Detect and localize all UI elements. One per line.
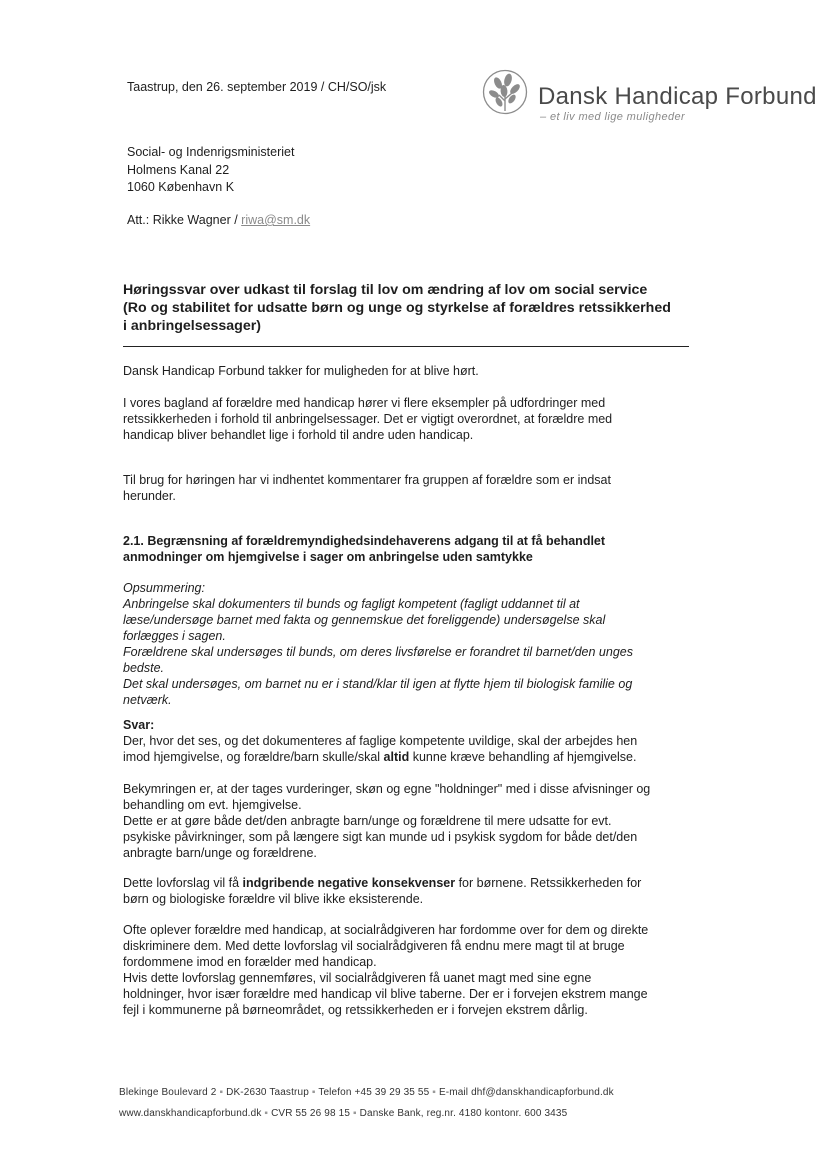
- paragraph-line: fejl i kommunerne på børneområdet, og retssikkerheden er i forvejen ekstrem dårlig.: [123, 1003, 588, 1017]
- paragraph-line: handicap bliver behandlet lige i forhold til andre uden handicap.: [123, 428, 474, 442]
- paragraph-line: Hvis dette lovforslag gennemføres, vil socialrådgiveren få uanet magt med sine egne: [123, 971, 592, 985]
- footer-bank: Danske Bank, reg.nr. 4180 kontonr. 600 3435: [359, 1108, 568, 1119]
- paragraph-line: fordommene imod en forælder med handicap.: [123, 955, 377, 969]
- recipient-email-link[interactable]: riwa@sm.dk: [241, 213, 311, 227]
- recipient-line: 1060 København K: [127, 180, 235, 194]
- paragraph-line: Dansk Handicap Forbund takker for muligheden for at blive hørt.: [123, 364, 479, 378]
- paragraph-line: behandling om evt. hjemgivelse.: [123, 798, 302, 812]
- document-title: [123, 281, 723, 335]
- summary-line: bedste.: [123, 661, 165, 675]
- letter-footer: [119, 1082, 719, 1124]
- paragraph-line: [123, 749, 698, 765]
- paragraph-line: psykiske påvirkninger, som på længere sigt kan munde ud i psykisk sygdom for både det/den: [123, 830, 638, 844]
- footer-email[interactable]: E-mail dhf@danskhandicapforbund.dk: [438, 1087, 614, 1098]
- summary-line: netværk.: [123, 693, 172, 707]
- background-paragraph: [123, 395, 698, 443]
- text-span: kunne kræve behandling af hjemgivelse.: [412, 750, 637, 764]
- title-divider: [123, 346, 689, 347]
- paragraph-line: retssikkerheden i forhold til anbringelsessager. Det er vigtigt overordnet, at forældre med: [123, 412, 613, 426]
- logo-emblem-icon: [482, 69, 528, 115]
- logo-tagline: – et liv med lige muligheder: [540, 111, 686, 123]
- summary-line: forlægges i sagen.: [123, 629, 226, 643]
- summary-label: Opsummering:: [123, 581, 205, 595]
- attention-label: Att.: Rikke Wagner /: [127, 213, 238, 227]
- title-line: Høringssvar over udkast til forslag til lov om ændring af lov om social service: [123, 282, 648, 298]
- text-span: imod hjemgivelse, og forældre/barn skulle/skal: [123, 750, 381, 764]
- attention-line: [127, 213, 310, 227]
- summary-line: læse/undersøge barnet med fakta og gennemskue det foreliggende) undersøgelse skal: [123, 613, 606, 627]
- footer-city: DK-2630 Taastrup: [226, 1087, 309, 1098]
- footer-line: [119, 1082, 719, 1103]
- footer-separator: ▪: [219, 1087, 224, 1098]
- footer-separator: ▪: [352, 1108, 357, 1119]
- section-heading: [123, 533, 698, 565]
- footer-separator: ▪: [264, 1108, 269, 1119]
- paragraph-line: diskriminere dem. Med dette lovforslag vil socialrådgiveren få endnu mere magt til at bruge: [123, 939, 625, 953]
- title-line: i anbringelsessager): [123, 318, 261, 334]
- paragraph-line: I vores bagland af forældre med handicap hører vi flere eksempler på udfordringer med: [123, 396, 606, 410]
- title-line: (Ro og stabilitet for udsatte børn og unge og styrkelse af forældres retssikkerhed: [123, 300, 671, 316]
- emphasis-text: indgribende negative konsekvenser: [242, 876, 456, 890]
- paragraph-line: herunder.: [123, 489, 176, 503]
- summary-line: Det skal undersøges, om barnet nu er i stand/klar til igen at flytte hjem til biologisk familie og: [123, 677, 633, 691]
- footer-website[interactable]: www.danskhandicapforbund.dk: [119, 1108, 262, 1119]
- paragraph-line: [123, 875, 698, 891]
- summary-line: Anbringelse skal dokumenters til bunds og fagligt kompetent (fagligt uddannet til at: [123, 597, 580, 611]
- logo-wordmark: Dansk Handicap Forbund: [538, 83, 817, 110]
- recipient-line: Holmens Kanal 22: [127, 162, 230, 177]
- footer-phone: Telefon +45 39 29 35 55: [318, 1087, 430, 1098]
- paragraph-line: holdninger, hvor især forældre med handicap vil blive taberne. Der er i forvejen ekstrem mange: [123, 987, 648, 1001]
- summary-line: Forældrene skal undersøges til bunds, om deres livsførelse er forandret til barnet/den unges: [123, 645, 633, 659]
- footer-separator: ▪: [311, 1087, 316, 1098]
- consequence-paragraph: [123, 875, 698, 907]
- discrimination-paragraph: [123, 922, 698, 1018]
- heading-line: 2.1. Begrænsning af forældremyndighedsindehaverens adgang til at få behandlet: [123, 534, 606, 548]
- summary-block: [123, 580, 698, 708]
- heading-line: anmodninger om hjemgivelse i sager om anbringelse uden samtykke: [123, 550, 533, 564]
- intro-paragraph: [123, 363, 698, 379]
- answer-label: Svar:: [123, 718, 155, 732]
- footer-address: Blekinge Boulevard 2: [119, 1087, 217, 1098]
- paragraph-line: anbragte barn/unge og forældrene.: [123, 846, 317, 860]
- recipient-address: [127, 144, 294, 197]
- letter-date: Taastrup, den 26. september 2019 / CH/SO/jsk: [127, 80, 387, 94]
- answer-block: [123, 717, 698, 765]
- paragraph-line: Til brug for høringen har vi indhentet kommentarer fra gruppen af forældre som er indsat: [123, 473, 611, 487]
- paragraph-line: Bekymringen er, at der tages vurderinger, skøn og egne "holdninger" med i disse afvisninger og: [123, 782, 651, 796]
- paragraph-line: Der, hvor det ses, og det dokumenteres af faglige kompetente uvildige, skal der arbejdes hen: [123, 734, 638, 748]
- organization-logo: [482, 69, 817, 131]
- text-span: for børnene. Retssikkerheden for: [458, 876, 642, 890]
- emphasis-text: altid: [383, 750, 410, 764]
- recipient-line: Social- og Indenrigsministeriet: [127, 145, 295, 159]
- comments-paragraph: [123, 472, 698, 504]
- footer-cvr: CVR 55 26 98 15: [271, 1108, 351, 1119]
- paragraph-line: Ofte oplever forældre med handicap, at socialrådgiveren har fordomme over for dem og direkte: [123, 923, 649, 937]
- paragraph-line: børn og biologiske forældre vil blive ikke eksisterende.: [123, 892, 424, 906]
- paragraph-line: Dette er at gøre både det/den anbragte barn/unge og forældrene til mere udsatte for evt.: [123, 814, 612, 828]
- concern-paragraph: [123, 781, 698, 861]
- footer-separator: ▪: [432, 1087, 436, 1098]
- footer-line: [119, 1103, 719, 1124]
- text-span: Dette lovforslag vil få: [123, 876, 240, 890]
